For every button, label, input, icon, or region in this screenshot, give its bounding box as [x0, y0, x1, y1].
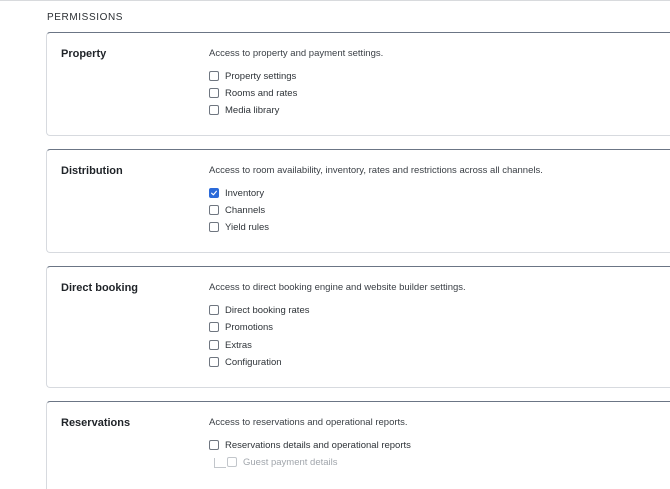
option-label: Reservations details and operational reports [225, 439, 411, 451]
tree-connector [214, 458, 226, 468]
checkbox[interactable] [209, 322, 219, 332]
option-guest-payment-details [227, 455, 338, 469]
card-title: Distribution [61, 165, 123, 177]
checkbox[interactable] [209, 88, 219, 98]
checkbox-disabled [227, 457, 237, 467]
card-title: Reservations [61, 417, 131, 429]
option-label: Property settings [225, 70, 297, 82]
option-label: Inventory [225, 187, 265, 199]
checkbox[interactable] [209, 440, 219, 450]
permission-card-direct-booking [46, 266, 670, 388]
option-inventory[interactable] [209, 186, 264, 200]
checkbox-checked[interactable] [209, 188, 219, 198]
checkbox[interactable] [209, 105, 219, 115]
option-property-settings[interactable] [209, 69, 296, 83]
option-label: Guest payment details [243, 456, 338, 468]
permission-card-distribution [46, 149, 670, 253]
option-label: Extras [225, 339, 252, 351]
option-label: Rooms and rates [225, 87, 298, 99]
checkbox[interactable] [209, 305, 219, 315]
checkbox[interactable] [209, 205, 219, 215]
option-configuration[interactable] [209, 355, 282, 369]
top-divider [0, 0, 670, 1]
option-label: Yield rules [225, 221, 270, 233]
card-description: Access to direct booking engine and website builder settings. [209, 282, 466, 293]
section-heading: PERMISSIONS [47, 12, 124, 23]
option-promotions[interactable] [209, 320, 273, 334]
checkbox[interactable] [209, 340, 219, 350]
option-yield-rules[interactable] [209, 220, 269, 234]
option-label: Direct booking rates [225, 304, 310, 316]
checkbox[interactable] [209, 222, 219, 232]
option-channels[interactable] [209, 203, 265, 217]
permission-card-property [46, 32, 670, 136]
card-description: Access to reservations and operational reports. [209, 417, 408, 428]
option-direct-booking-rates[interactable] [209, 303, 309, 317]
card-title: Direct booking [61, 282, 139, 294]
option-label: Media library [225, 104, 280, 116]
option-label: Channels [225, 204, 266, 216]
permission-card-reservations [46, 401, 670, 489]
checkbox[interactable] [209, 71, 219, 81]
checkmark-icon [210, 189, 218, 197]
card-title: Property [61, 48, 107, 60]
option-reservations-details[interactable] [209, 438, 411, 452]
card-description: Access to property and payment settings. [209, 48, 384, 59]
checkbox[interactable] [209, 357, 219, 367]
card-description: Access to room availability, inventory, rates and restrictions across all channels. [209, 165, 543, 176]
option-media-library[interactable] [209, 103, 279, 117]
option-label: Promotions [225, 321, 274, 333]
option-extras[interactable] [209, 338, 252, 352]
option-rooms-and-rates[interactable] [209, 86, 297, 100]
option-label: Configuration [225, 356, 282, 368]
